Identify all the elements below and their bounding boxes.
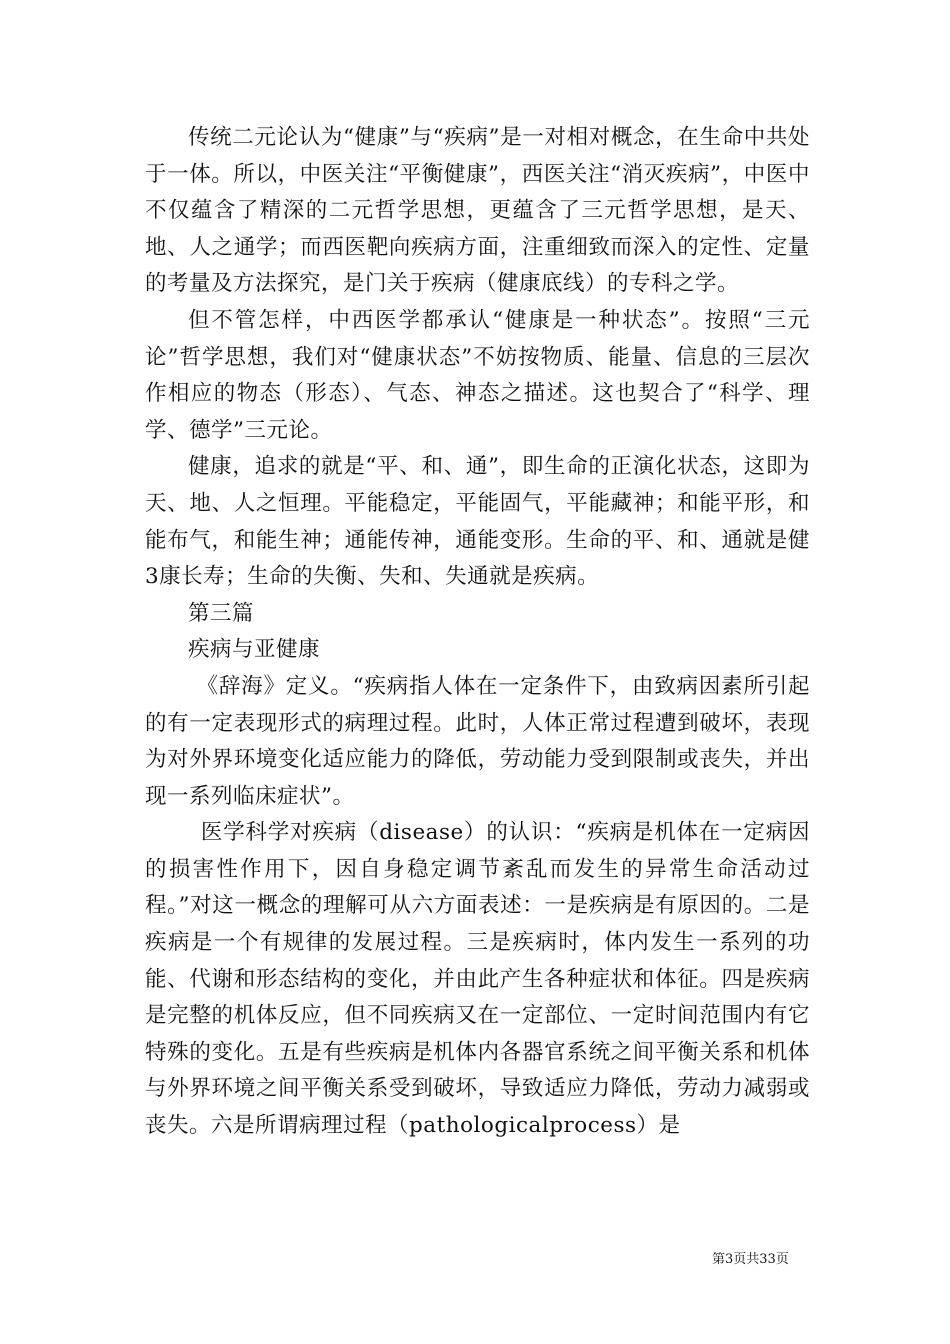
- page-number: 第3页共33页: [712, 1252, 789, 1267]
- paragraph-cihai-definition: 《辞海》定义。“疾病指人体在一定条件下，由致病因素所引起的有一定表现形式的病理过程。此时，人体正常过程遭到破坏，表现为对外界环境变化适应能力的降低，劳动能力受到限制或丧失，并出现一系列临床症状”。: [145, 673, 810, 809]
- paragraph-dualism: 传统二元论认为“健康”与“疾病”是一对相对概念，在生命中共处于一体。所以，中医关注“平衡健康”，西医关注“消灭疾病”，中医中不仅蕴含了精深的二元哲学思想，更蕴含了三元哲学思想，是天、地、人之通学；而西医靶向疾病方面，注重细致而深入的定性、定量的考量及方法探究，是门关于疾病（健康底线）的专科之学。: [145, 125, 810, 297]
- paragraph-ping-he-tong: 健康，追求的就是“平、和、通”，即生命的正演化状态，这即为天、地、人之恒理。平能稳定，平能固气，平能藏神；和能平形，和能布气，和能生神；通能传神，通能变形。生命的平、和、通就是健3康长寿；生命的失衡、失和、失通就是疾病。: [145, 454, 810, 590]
- section-heading: 第三篇: [188, 600, 255, 626]
- paragraph-health-state: 但不管怎样，中西医学都承认“健康是一种状态”。按照“三元论”哲学思想，我们对“健康状态”不妨按物质、能量、信息的三层次作相应的物态（形态）、气态、神态之描述。这也契合了“科学、理学、德学”三元论。: [145, 307, 810, 443]
- section-subheading: 疾病与亚健康: [188, 637, 321, 663]
- paragraph-medical-definition: 医学科学对疾病（disease）的认识：“疾病是机体在一定病因的损害性作用下，因自身稳定调节紊乱而发生的异常生命活动过程。”对这一概念的理解可从六方面表述：一是疾病是有原因的。二是疾病是一个有规律的发展过程。三是疾病时，体内发生一系列的功能、代谢和形态结构的变化，并由此产生各种症状和体征。四是疾病是完整的机体反应，但不同疾病又在一定部位、一定时间范围内有它特殊的变化。五是有些疾病是机体内各器官系统之间平衡关系和机体与外界环境之间平衡关系受到破坏，导致适应力降低，劳动力减弱或丧失。六是所谓病理过程（pathologicalprocess）是: [145, 820, 810, 1139]
- body-text: [145, 120, 810, 1145]
